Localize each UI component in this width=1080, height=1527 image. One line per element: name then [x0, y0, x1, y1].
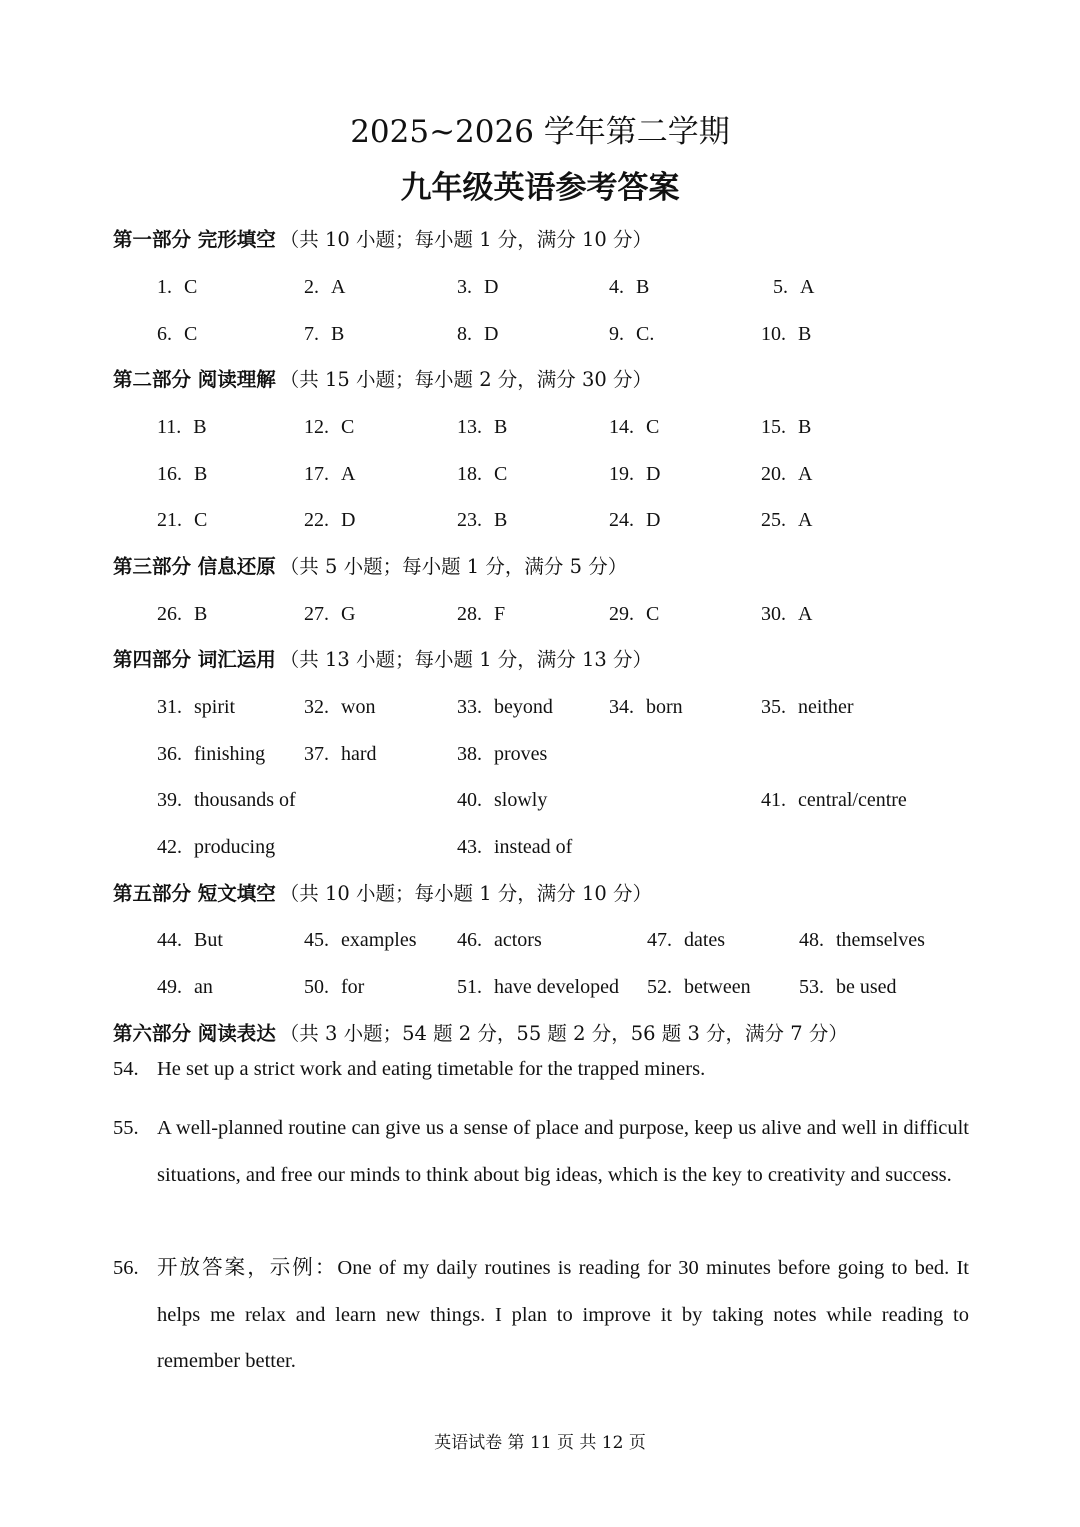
answer-item: 52. between	[647, 976, 751, 998]
answer-item: 33. beyond	[457, 696, 553, 718]
answer-item: 53. be used	[799, 976, 897, 998]
answer-item: 23. B	[457, 509, 508, 531]
answer-item: 35. neither	[761, 696, 854, 718]
answer-item: 43. instead of	[457, 836, 573, 858]
answer-item: 11. B	[157, 416, 207, 438]
answer-item: 8. D	[457, 323, 499, 345]
section-detail: （共 10 小题；每小题 1 分，满分 10 分）	[279, 228, 653, 251]
answer-item: 24. D	[609, 509, 661, 531]
section-name: 第五部分 短文填空	[113, 882, 276, 905]
answer-item: 32. won	[304, 696, 376, 718]
section-heading	[113, 646, 652, 674]
answer-item: 48. themselves	[799, 929, 925, 951]
answer-item: 49. an	[157, 976, 213, 998]
answer-item: 42. producing	[157, 836, 276, 858]
section-name: 第四部分 词汇运用	[113, 648, 276, 671]
page-title: 2025~2026 学年第二学期	[350, 114, 730, 150]
answer-item: 5. A	[773, 276, 815, 298]
answer-item: 1. C	[157, 276, 198, 298]
question-number: 56.	[113, 1257, 139, 1279]
section-name: 第三部分 信息还原	[113, 555, 276, 578]
section-name: 第二部分 阅读理解	[113, 368, 276, 391]
answer-text: 开放答案，示例：One of my daily routines is reading for 30 minutes before going to bed. It helps me relax and learn new things. I plan to improve it by taking notes while reading to remember better.	[157, 1257, 969, 1373]
answer-item: 16. B	[157, 463, 208, 485]
answer-item: 27. G	[304, 603, 356, 625]
answer-item: 17. A	[304, 463, 356, 485]
answer-item: 38. proves	[457, 743, 548, 765]
answer-item: 18. C	[457, 463, 508, 485]
section-name: 第六部分 阅读表达	[113, 1022, 276, 1045]
answer-item: 26. B	[157, 603, 208, 625]
answer-item: 19. D	[609, 463, 661, 485]
answer-item: 41. central/centre	[761, 789, 907, 811]
question-number: 54.	[113, 1058, 139, 1080]
section-detail: （共 10 小题；每小题 1 分，满分 10 分）	[279, 882, 653, 905]
section-heading	[113, 366, 652, 394]
answer-item: 3. D	[457, 276, 499, 298]
answer-item: 28. F	[457, 603, 506, 625]
answer-item: 37. hard	[304, 743, 377, 765]
answer-item: 30. A	[761, 603, 813, 625]
answer-item: 29. C	[609, 603, 660, 625]
answer-item: 6. C	[157, 323, 198, 345]
section-detail: （共 15 小题；每小题 2 分，满分 30 分）	[279, 368, 653, 391]
answer-item: 45. examples	[304, 929, 417, 951]
answer-item: 34. born	[609, 696, 683, 718]
section-heading	[113, 553, 627, 581]
answer-item: 9. C.	[609, 323, 655, 345]
section-heading	[113, 1020, 848, 1048]
section-detail: （共 5 小题；每小题 1 分，满分 5 分）	[279, 555, 628, 578]
section-heading	[113, 880, 652, 908]
answer-item: 7. B	[304, 323, 345, 345]
answer-text: He set up a strict work and eating timetable for the trapped miners.	[157, 1058, 706, 1080]
section-detail: （共 13 小题；每小题 1 分，满分 13 分）	[279, 648, 653, 671]
answer-item: 51. have developed	[457, 976, 619, 998]
answer-item: 13. B	[457, 416, 508, 438]
answer-item: 12. C	[304, 416, 355, 438]
answer-item: 31. spirit	[157, 696, 236, 718]
answer-item: 47. dates	[647, 929, 726, 951]
answer-item: 44. But	[157, 929, 223, 951]
answer-item: 20. A	[761, 463, 813, 485]
answer-item: 40. slowly	[457, 789, 548, 811]
page-subtitle: 九年级英语参考答案	[400, 170, 680, 206]
page-footer: 英语试卷 第 11 页 共 12 页	[434, 1433, 646, 1453]
answer-item: 14. C	[609, 416, 660, 438]
answer-item: 2. A	[304, 276, 346, 298]
answer-item: 36. finishing	[157, 743, 266, 765]
section-detail: （共 3 小题；54 题 2 分，55 题 2 分，56 题 3 分，满分 7 分）	[279, 1022, 848, 1045]
answer-text: A well-planned routine can give us a sense of place and purpose, keep us alive and well in difficult situations, and free our minds to think about big ideas, which is the key to creativity and success.	[157, 1117, 969, 1186]
question-number: 55.	[113, 1117, 139, 1139]
answer-item: 39. thousands of	[157, 789, 296, 811]
answer-item: 25. A	[761, 509, 813, 531]
answer-item: 4. B	[609, 276, 650, 298]
answer-item: 15. B	[761, 416, 812, 438]
answer-item: 46. actors	[457, 929, 542, 951]
section-name: 第一部分 完形填空	[113, 228, 276, 251]
answer-item: 22. D	[304, 509, 356, 531]
answer-item: 50. for	[304, 976, 365, 998]
answer-item: 10. B	[761, 323, 812, 345]
section-heading	[113, 226, 652, 254]
answer-item: 21. C	[157, 509, 208, 531]
